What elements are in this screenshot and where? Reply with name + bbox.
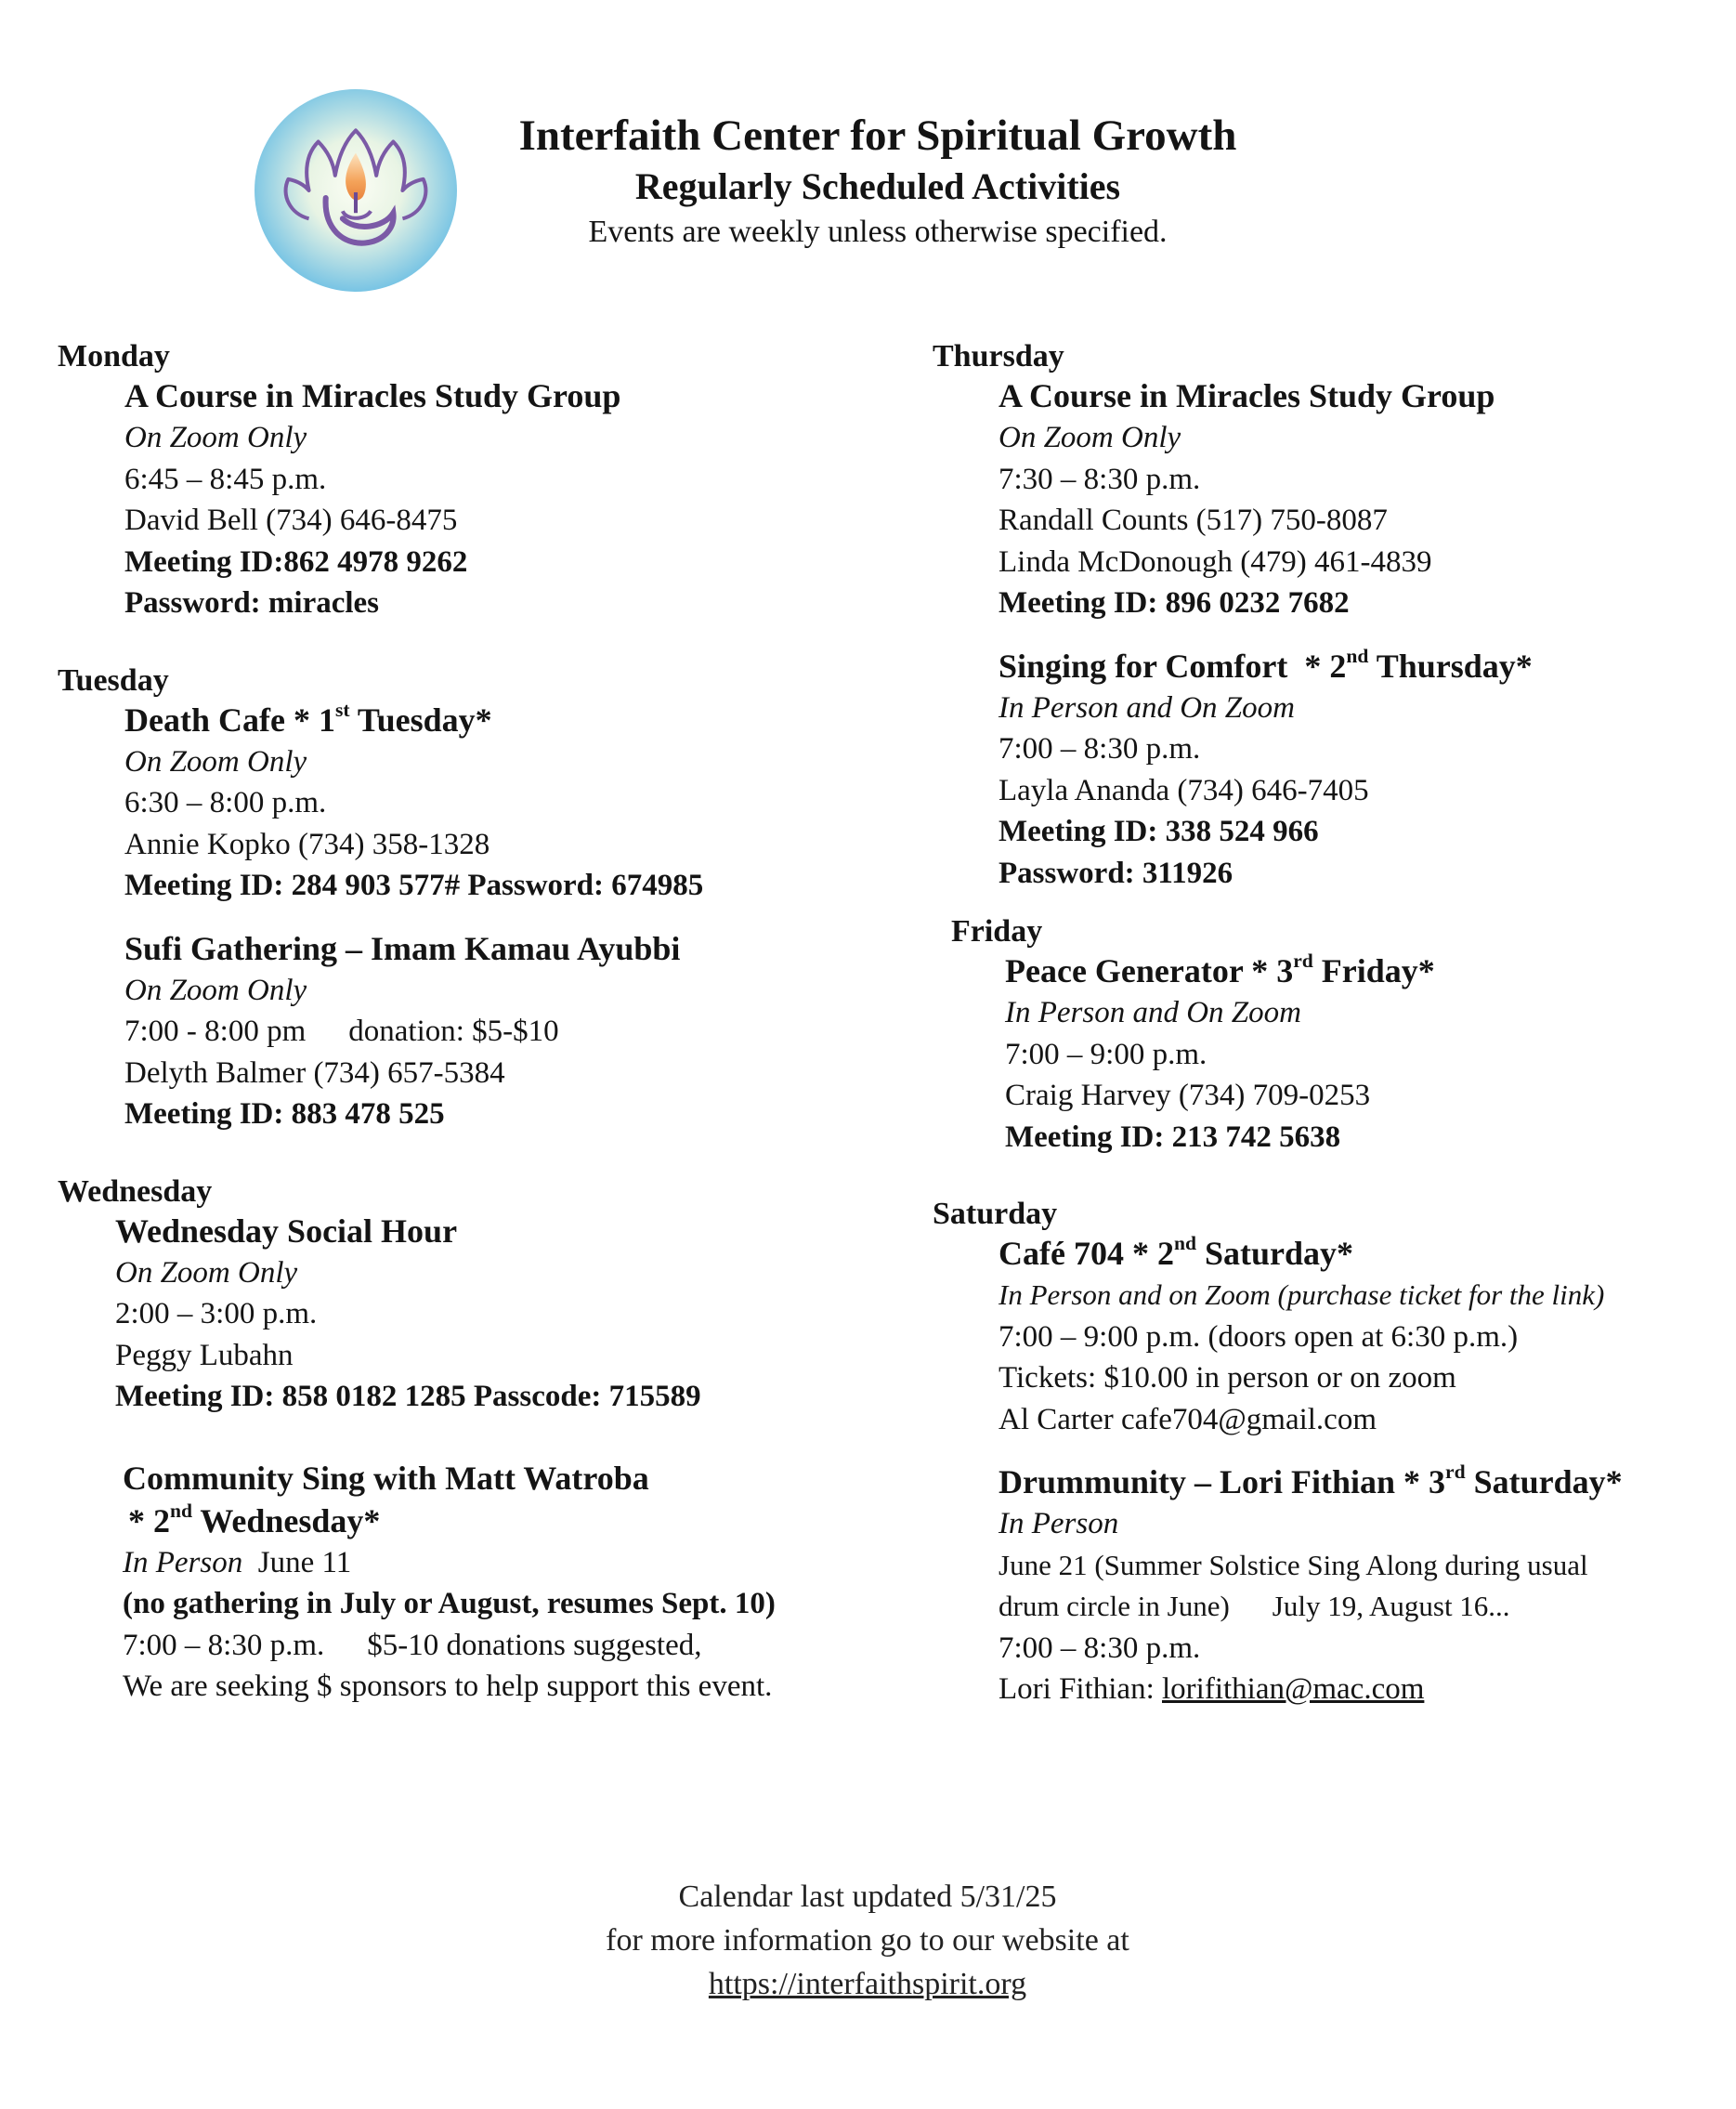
event-title: [999, 1461, 1731, 1503]
event-donation: donation: $5-$10: [348, 1015, 559, 1048]
event-mode-row: [123, 1542, 894, 1584]
more-info: for more information go to our website at: [606, 1923, 1129, 1958]
page-subtitle: Regularly Scheduled Activities: [634, 165, 1121, 207]
event-peace-generator: [933, 950, 1731, 1158]
event-mode: On Zoom Only: [124, 973, 307, 1007]
email-link[interactable]: lorifithian@mac.com: [1162, 1672, 1425, 1706]
event-frequency: * 2nd Thursday*: [1304, 644, 1533, 685]
lotus-candle-logo: [253, 87, 459, 294]
event-mode: On Zoom Only: [124, 744, 307, 779]
event-dates: June 21 (Summer Solstice Sing Along during usual: [999, 1548, 1588, 1581]
event-sufi-gathering: [58, 927, 894, 1135]
event-title: [999, 645, 1731, 688]
last-updated: Calendar last updated 5/31/25: [678, 1880, 1057, 1914]
event-mode: On Zoom Only: [999, 421, 1181, 454]
event-drummunity: [933, 1461, 1731, 1710]
event-meeting-id: Meeting ID: 213 742 5638: [1005, 1120, 1341, 1154]
event-meeting-id: Meeting ID: 896 0232 7682: [999, 586, 1350, 620]
event-password: Password: 311926: [999, 856, 1233, 890]
event-cafe-704: [933, 1232, 1731, 1440]
event-frequency: * 2nd Saturday*: [1131, 1231, 1354, 1272]
event-meeting-id: Meeting ID: 858 0182 1285 Passcode: 715589: [115, 1380, 701, 1413]
event-contact: Linda McDonough (479) 461-4839: [999, 544, 1432, 579]
day-heading-thursday: Thursday: [933, 339, 1064, 373]
event-frequency: * 1st Tuesday*: [293, 698, 492, 739]
event-donation: $5-10 donations suggested,: [367, 1628, 702, 1662]
event-wednesday-social-hour: [58, 1210, 894, 1418]
event-time: 7:00 – 8:30 p.m.: [123, 1628, 325, 1662]
event-frequency: * 3rd Friday*: [1251, 949, 1435, 989]
event-mode: In Person: [123, 1545, 243, 1579]
event-death-cafe: [58, 699, 894, 907]
event-time: 6:45 – 8:45 p.m.: [124, 462, 327, 496]
event-title: A Course in Miracles Study Group: [124, 377, 621, 414]
event-mode: In Person and on Zoom (purchase ticket for the link): [999, 1278, 1605, 1311]
event-time: 7:30 – 8:30 p.m.: [999, 462, 1201, 496]
event-singing-for-comfort: [933, 645, 1731, 895]
day-heading-wednesday: Wednesday: [58, 1173, 213, 1209]
event-frequency: * 3rd Saturday*: [1403, 1460, 1623, 1500]
event-monday-acim: [58, 374, 894, 624]
day-heading-tuesday: Tuesday: [58, 662, 169, 698]
website-link[interactable]: https://interfaithspirit.org: [708, 1967, 1027, 2001]
event-title: Sufi Gathering – Imam Kamau Ayubbi: [124, 929, 681, 967]
event-time: 7:00 - 8:00 pm: [124, 1015, 307, 1048]
event-dates: July 19, August 16...: [1272, 1590, 1510, 1622]
event-time: 7:00 – 8:30 p.m.: [999, 1631, 1201, 1665]
event-mode: On Zoom Only: [115, 1255, 298, 1290]
day-heading-friday: Friday: [951, 914, 1043, 949]
event-time: 6:30 – 8:00 p.m.: [124, 786, 327, 819]
day-heading-monday: Monday: [58, 339, 170, 373]
event-password: Password: miracles: [124, 586, 380, 620]
event-meeting-id: Meeting ID: 338 524 966: [999, 815, 1319, 848]
event-time: 7:00 – 8:30 p.m.: [999, 732, 1201, 766]
event-title: [1005, 950, 1731, 992]
event-thursday-acim: [933, 374, 1731, 624]
day-heading-saturday: Saturday: [933, 1197, 1058, 1231]
event-mode: In Person: [999, 1507, 1119, 1540]
event-mode: On Zoom Only: [124, 421, 307, 454]
event-title: A Course in Miracles Study Group: [999, 377, 1495, 414]
event-time-row: [123, 1625, 894, 1667]
event-title-text: Café 704: [999, 1235, 1124, 1272]
event-contact: Delyth Balmer (734) 657-5384: [124, 1055, 505, 1090]
event-frequency: * 2nd Wednesday*: [128, 1499, 381, 1539]
event-dates: drum circle in June): [999, 1590, 1230, 1622]
event-mode: In Person and On Zoom: [999, 690, 1295, 725]
event-contact: Peggy Lubahn: [115, 1338, 294, 1372]
event-title: [999, 1232, 1731, 1275]
event-time-row: [124, 1011, 894, 1053]
event-sponsor-note: We are seeking $ sponsors to help support this event.: [123, 1670, 773, 1703]
event-meeting-id: Meeting ID: 284 903 577# Password: 674985: [124, 869, 704, 902]
event-date: June 11: [257, 1545, 352, 1579]
right-column: [933, 339, 1731, 1710]
event-contact: Annie Kopko (734) 358-1328: [124, 827, 490, 861]
event-contact: Al Carter cafe704@gmail.com: [999, 1402, 1377, 1436]
page-title: Interfaith Center for Spiritual Growth: [518, 111, 1237, 160]
event-title-text: Singing for Comfort: [999, 647, 1288, 685]
event-time: 2:00 – 3:00 p.m.: [115, 1297, 318, 1330]
page-note: Events are weekly unless otherwise specified.: [588, 215, 1168, 249]
event-mode: In Person and On Zoom: [1005, 996, 1301, 1029]
event-title-text: Death Cafe: [124, 701, 285, 739]
event-title: Wednesday Social Hour: [115, 1212, 458, 1250]
event-title: [124, 699, 894, 741]
event-contact: Randall Counts (517) 750-8087: [999, 504, 1388, 537]
left-column: [58, 339, 894, 1708]
event-contact: Craig Harvey (734) 709-0253: [1005, 1079, 1371, 1112]
event-meeting-id: Meeting ID:862 4978 9262: [124, 544, 468, 579]
event-title-text: Drummunity – Lori Fithian: [999, 1463, 1396, 1500]
event-time: 7:00 – 9:00 p.m.: [1005, 1037, 1207, 1071]
event-contact: Layla Ananda (734) 646-7405: [999, 773, 1369, 807]
event-time: 7:00 – 9:00 p.m. (doors open at 6:30 p.m.): [999, 1319, 1519, 1354]
event-community-sing: [58, 1457, 894, 1708]
event-tickets: Tickets: $10.00 in person or on zoom: [999, 1361, 1456, 1395]
event-title: Community Sing with Matt Watroba: [123, 1459, 649, 1497]
event-dates-row: [999, 1586, 1731, 1628]
event-title-text: Peace Generator: [1005, 952, 1244, 989]
event-contact-row: [999, 1669, 1731, 1710]
event-meeting-id: Meeting ID: 883 478 525: [124, 1097, 445, 1131]
page-footer: [403, 1875, 1332, 2006]
page-header: [464, 110, 1291, 253]
event-contact: David Bell (734) 646-8475: [124, 504, 458, 537]
event-contact-label: Lori Fithian:: [999, 1672, 1162, 1706]
event-notice: (no gathering in July or August, resumes Sept. 10): [123, 1587, 776, 1620]
